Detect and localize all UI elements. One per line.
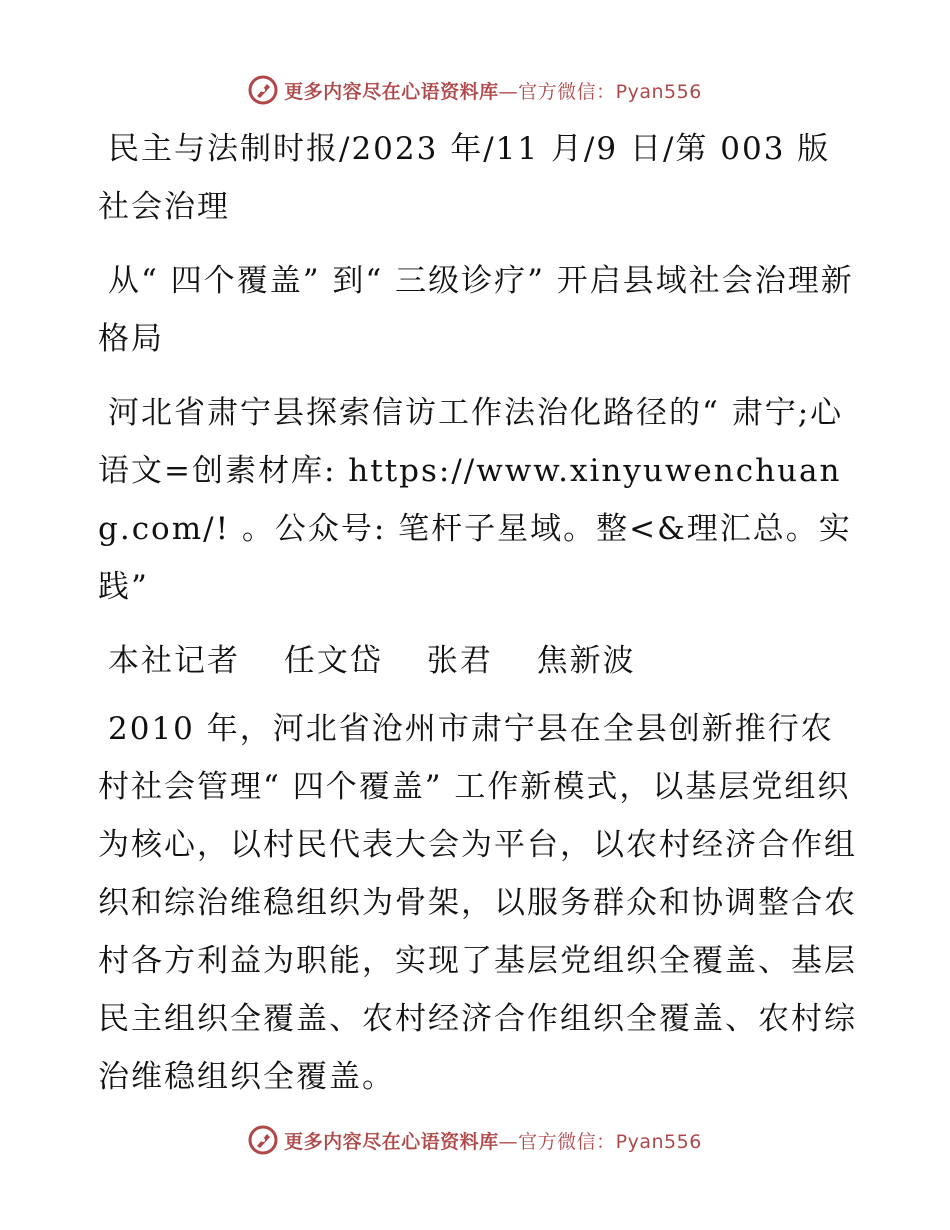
body-paragraph: 2010 年，河北省沧州市肃宁县在全县创新推行农村社会管理“ 四个覆盖” 工作新模式，以基层党组织为核心，以村民代表大会为平台，以农村经济合作组织和综治维稳组织为骨架，以服务群众和协调整合农村各方利益为职能，实现了基层党组织全覆盖、基层民主组织全覆盖、农村经济合作组织全覆盖、农村综治维稳组织全覆盖。: [98, 711, 857, 1095]
banner-separator: —: [498, 80, 519, 103]
byline-prefix: 本社记者: [108, 643, 240, 679]
source-line: 民主与法制时报/2023 年/11 月/9 日/第 003 版社会治理: [98, 131, 831, 225]
banner-text: [284, 1127, 702, 1154]
banner-title: 更多内容尽在心语资料库: [284, 80, 499, 103]
banner-suffix: 官方微信：Pyan556: [518, 80, 702, 103]
byline-author: 任文岱: [283, 643, 383, 679]
banner-text: [284, 77, 702, 104]
article-content: [98, 120, 858, 1122]
byline-author: 张君: [426, 643, 493, 679]
subheadline: 河北省肃宁县探索信访工作法治化路径的“ 肃宁;心语文=创素材库: https://www.xinyuwenchuang.com/! 。公众号: 笔杆子星域。整<&理汇总。实践”: [98, 395, 852, 605]
byline-author: 焦新波: [536, 643, 636, 679]
pen-nib-circle-icon: [248, 75, 278, 105]
pen-nib-circle-icon: [248, 1125, 278, 1155]
footer-banner: [0, 1120, 950, 1160]
banner-title: 更多内容尽在心语资料库: [284, 1130, 499, 1153]
headline: 从“ 四个覆盖” 到“ 三级诊疗” 开启县域社会治理新格局: [98, 263, 854, 357]
byline: [98, 632, 858, 690]
header-banner: [0, 70, 950, 110]
banner-separator: —: [498, 1130, 519, 1153]
banner-suffix: 官方微信：Pyan556: [518, 1130, 702, 1153]
